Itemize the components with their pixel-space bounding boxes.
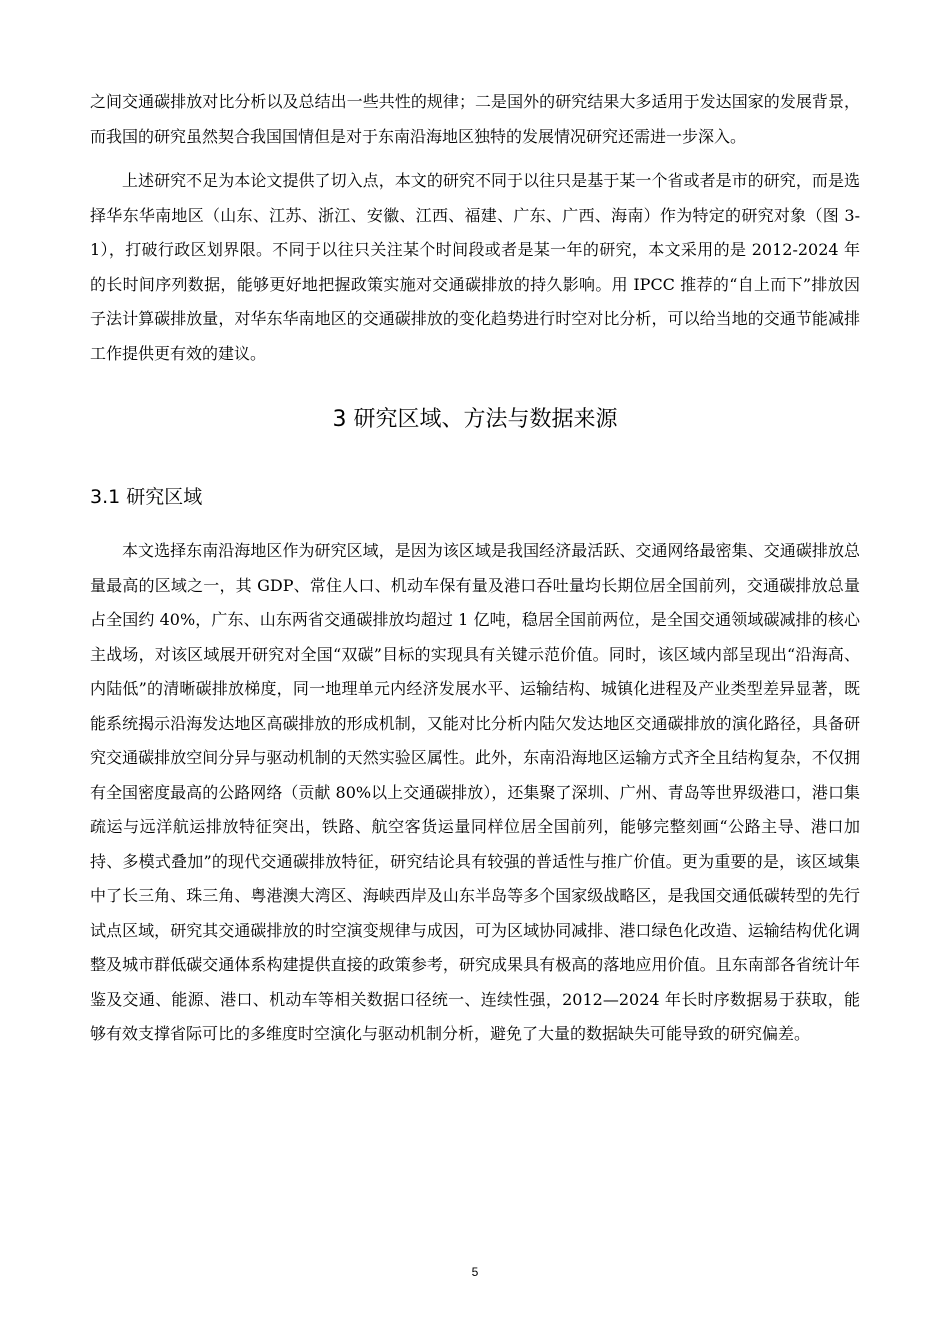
paragraph-research-gap: 上述研究不足为本论文提供了切入点，本文的研究不同于以往只是基于某一个省或者是市的研究，而是选择华东华南地区（山东、江苏、浙江、安徽、江西、福建、广东、广西、海南）作为特定的研究对象（图 3-1），打破行政区划界限。不同于以往只关注某个时间段或者是某一年的研究，本文采用的是 2012-2024 年的长时间序列数据，能够更好地把握政策实施对交通碳排放的持久影响。用 IPCC 推荐的“自上而下”排放因子法计算碳排放量，对华东华南地区的交通碳排放的变化趋势进行时空对比分析，可以给当地的交通节能减排工作提供更有效的建议。 — [90, 171, 860, 363]
subsection-heading: 3.1 研究区域 — [90, 486, 203, 508]
page-number: 5 — [471, 1265, 479, 1279]
paragraph-continued: 之间交通碳排放对比分析以及总结出一些共性的规律；二是国外的研究结果大多适用于发达国家的发展背景，而我国的研究虽然契合我国国情但是对于东南沿海地区独特的发展情况研究还需进一步深入。 — [90, 92, 860, 146]
section-heading: 3 研究区域、方法与数据来源 — [332, 407, 618, 432]
paragraph-study-area: 本文选择东南沿海地区作为研究区域，是因为该区域是我国经济最活跃、交通网络最密集、交通碳排放总量最高的区域之一，其 GDP、常住人口、机动车保有量及港口吞吐量均长期位居全国前列，交通碳排放总量占全国约 40%，广东、山东两省交通碳排放均超过 1 亿吨，稳居全国前两位，是全国交通领域碳减排的核心主战场，对该区域展开研究对全国“双碳”目标的实现具有关键示范价值。同时，该区域内部呈现出“沿海高、内陆低”的清晰碳排放梯度，同一地理单元内经济发展水平、运输结构、城镇化进程及产业类型差异显著，既能系统揭示沿海发达地区高碳排放的形成机制，又能对比分析内陆欠发达地区交通碳排放的演化路径，具备研究交通碳排放空间分异与驱动机制的天然实验区属性。此外，东南沿海地区运输方式齐全且结构复杂，不仅拥有全国密度最高的公路网络（贡献 80%以上交通碳排放），还集聚了深圳、广州、青岛等世界级港口，港口集疏运与远洋航运排放特征突出，铁路、航空客货运量同样位居全国前列，能够完整刻画“公路主导、港口加持、多模式叠加”的现代交通碳排放特征，研究结论具有较强的普适性与推广价值。更为重要的是，该区域集中了长三角、珠三角、粤港澳大湾区、海峡西岸及山东半岛等多个国家级战略区，是我国交通低碳转型的先行试点区域，研究其交通碳排放的时空演变规律与成因，可为区域协同减排、港口绿色化改造、运输结构优化调整及城市群低碳交通体系构建提供直接的政策参考，研究成果具有极高的落地应用价值。且东南部各省统计年鉴及交通、能源、港口、机动车等相关数据口径统一、连续性强，2012—2024 年长时序数据易于获取，能够有效支撑省际可比的多维度时空演化与驱动机制分析，避免了大量的数据缺失可能导致的研究偏差。 — [90, 541, 860, 1043]
